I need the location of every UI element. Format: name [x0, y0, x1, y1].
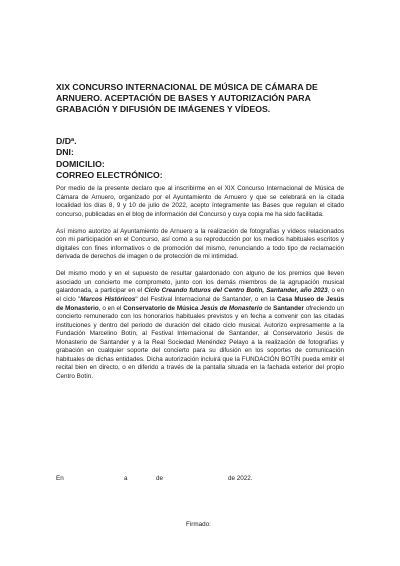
p3-text: , o en el [98, 304, 124, 312]
p3-text: Del mismo modo y en el supuesto de resultar galardonado con alguno de los premios que lleven asociado un concierto me comprometo, junto con los demás miembros de la agrupación musical galardonada, a participar en el [56, 270, 344, 295]
p3-santander: Santander [273, 304, 304, 312]
date-line-de: de [156, 475, 164, 482]
image-authorization-paragraph: Así mismo autorizo al Ayuntamiento de Arnuero a la realización de fotografías y vídeos relacionados con mi participación en el Concurso, así como a su reproducción por los medios habituales escritos y digitales con fines informativos o de promoción del mismo, renunciando a todo tipo de reclamación derivada de derechos de imagen o de protección de mi intimidad. [56, 227, 344, 261]
personal-data-fields [56, 136, 356, 182]
document-title: XIX CONCURSO INTERNACIONAL DE MÚSICA DE CÁMARA DE ARNUERO. ACEPTACIÓN DE BASES Y AUTORIZACIÓN PARA GRABACIÓN Y DIFUSIÓN DE IMÁGENES Y VÍDEOS. [56, 82, 318, 114]
acceptance-paragraph: Por medio de la presente declaro que al inscribirme en el XIX Concurso Internacional de Música de Cámara de Arnuero, organizado por el Ayuntamiento de Arnuero y que se celebrará en la citada localidad los días 8, 9 y 10 de julio de 2022, acepto íntegramente las Bases que regulan el citado concurso, publicadas en el blog de información del Concurso y cuya copia me ha sido facilitada. [56, 185, 344, 218]
signature-label: Firmado: [186, 521, 211, 528]
p3-text: , o en el ciclo " [56, 287, 344, 304]
document-body [56, 185, 344, 390]
address-field-label: DOMICILIO: [56, 158, 105, 169]
p3-jesus-de-monasterio: Jesús de Monasterio [200, 304, 263, 312]
date-line [56, 475, 276, 483]
name-field-label: D/Dª. [56, 136, 77, 146]
date-line-year: de 2022. [228, 475, 253, 482]
p3-marcos-historicos: Marcos Históricos [80, 296, 136, 304]
date-line-en: En [56, 475, 64, 482]
p3-text: de [262, 304, 274, 312]
date-line-a: a [124, 475, 128, 482]
email-field-label: CORREO ELECTRÓNICO: [56, 170, 163, 181]
concert-commitment-paragraph [56, 270, 344, 381]
dni-field-label: DNI: [56, 147, 74, 158]
p3-ciclo-creando-futuros: Ciclo Creando futuros del Centro Botín, Santander, año 2023 [144, 287, 328, 295]
p3-text: " del Festival Internacional de Santander, o en la [135, 296, 278, 304]
p3-casa-museo: Casa Museo de Jesús de Monasterio [56, 296, 345, 312]
p3-conservatorio: Conservatorio de Música [123, 304, 199, 312]
p3-text: ofreciendo un concierto remunerado con los honorarios habituales previstos y en fecha a convenir con las citadas instituciones y dentro del periodo de duración del citado ciclo musical. Autorizo expresamente a la Fundación Marcelino Botín, al Festival Internacional de Santander, al Conservatorio Jesús de Monasterio de Santander y a la Real Sociedad Menéndez Pelayo a la realización de fotografías y grabación en cualquier soporte del concierto para su difusión en los soportes de comunicación habituales de dichas entidades. Dicha autorización incluirá que la FUNDACIÓN BOTÍN pueda emitir el recital bien en directo, o en diferido a través de la pantalla situada en la fachada exterior del propio Centro Botín. [56, 304, 345, 380]
